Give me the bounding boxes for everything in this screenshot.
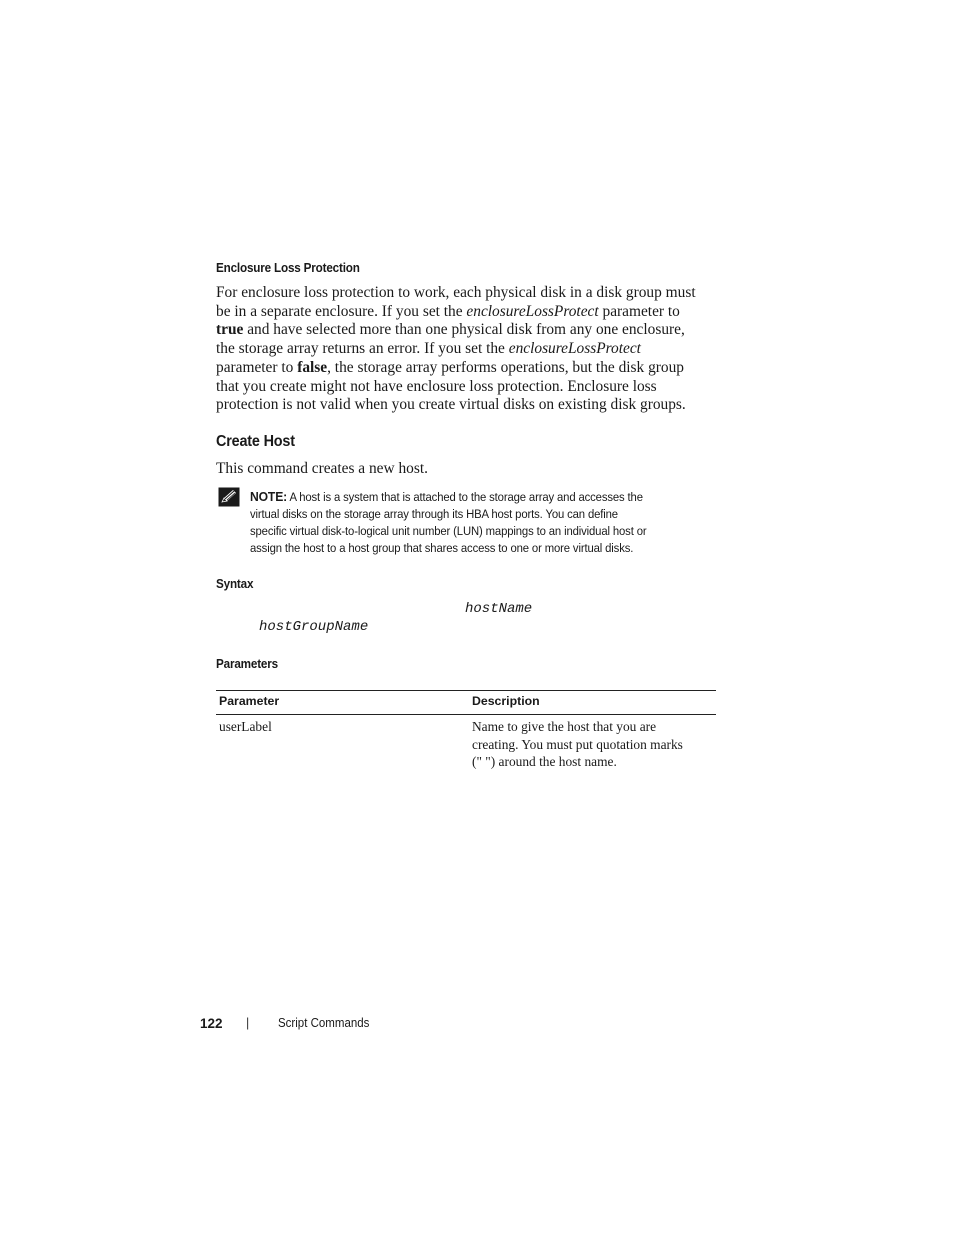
syntax-heading: Syntax — [216, 576, 254, 591]
table-header-row — [216, 691, 716, 715]
text-run: parameter to — [598, 302, 680, 320]
create-host-intro: This command creates a new host. — [216, 460, 428, 477]
enclosure-paragraph-line — [216, 321, 696, 340]
create-host-heading: Create Host — [216, 433, 295, 450]
text-run: protection is not valid when you create virtual disks on existing disk groups. — [216, 396, 686, 414]
text-run: and have selected more than one physical disk from any one enclosure, — [243, 321, 685, 339]
text-run: , the storage array performs operations, but the disk group — [327, 358, 684, 376]
table-row — [216, 715, 716, 773]
note-line-3: specific virtual disk-to-logical unit number (LUN) mappings to an individual host or — [250, 524, 647, 538]
note-label: NOTE: — [250, 489, 288, 504]
footer-separator: | — [246, 1016, 250, 1030]
parameters-heading: Parameters — [216, 656, 278, 671]
text-run: that you create might not have enclosure loss protection. Enclosure loss — [216, 377, 657, 395]
parameters-table — [216, 690, 716, 773]
syntax-host-name: hostName — [465, 601, 533, 617]
description-line-1: Name to give the host that you are — [472, 719, 657, 734]
enclosure-loss-protection-heading: Enclosure Loss Protection — [216, 260, 360, 275]
parameters-table-wrapper — [216, 690, 716, 773]
table-cell-parameter: userLabel — [219, 719, 272, 734]
enclosure-paragraph — [216, 284, 696, 415]
note-line-2: virtual disks on the storage array through its HBA host ports. You can define — [250, 507, 618, 521]
description-line-3: (" ") around the host name. — [472, 754, 617, 769]
enclosure-paragraph-line — [216, 284, 696, 303]
italic-parameter: enclosureLossProtect — [466, 302, 599, 320]
footer-chapter-title: Script Commands — [278, 1016, 370, 1030]
table-cell-description — [469, 715, 716, 773]
enclosure-paragraph-line — [216, 340, 696, 359]
page-number: 122 — [200, 1016, 223, 1031]
text-run: parameter to — [216, 358, 298, 376]
syntax-host-group-name: hostGroupName — [259, 619, 369, 635]
note-pencil-icon — [218, 487, 240, 507]
table-header-description: Description — [469, 691, 716, 715]
enclosure-paragraph-line — [216, 378, 696, 397]
bold-keyword: true — [216, 321, 244, 339]
description-line-2: creating. You must put quotation marks — [472, 736, 683, 752]
italic-parameter: enclosureLossProtect — [508, 340, 641, 358]
text-run: the storage array returns an error. If you set the — [216, 340, 509, 358]
enclosure-paragraph-line — [216, 303, 696, 322]
table-header-parameter: Parameter — [216, 691, 469, 715]
note-line-4: assign the host to a host group that shares access to one or more virtual disks. — [250, 541, 634, 555]
bold-keyword: false — [297, 358, 328, 376]
enclosure-paragraph-line — [216, 396, 696, 415]
enclosure-paragraph-line — [216, 359, 696, 378]
note-block — [250, 488, 681, 557]
note-line-1: A host is a system that is attached to the storage array and accesses the — [289, 490, 643, 504]
text-run: be in a separate enclosure. If you set the — [216, 302, 467, 320]
text-run: For enclosure loss protection to work, each physical disk in a disk group must — [216, 284, 696, 301]
